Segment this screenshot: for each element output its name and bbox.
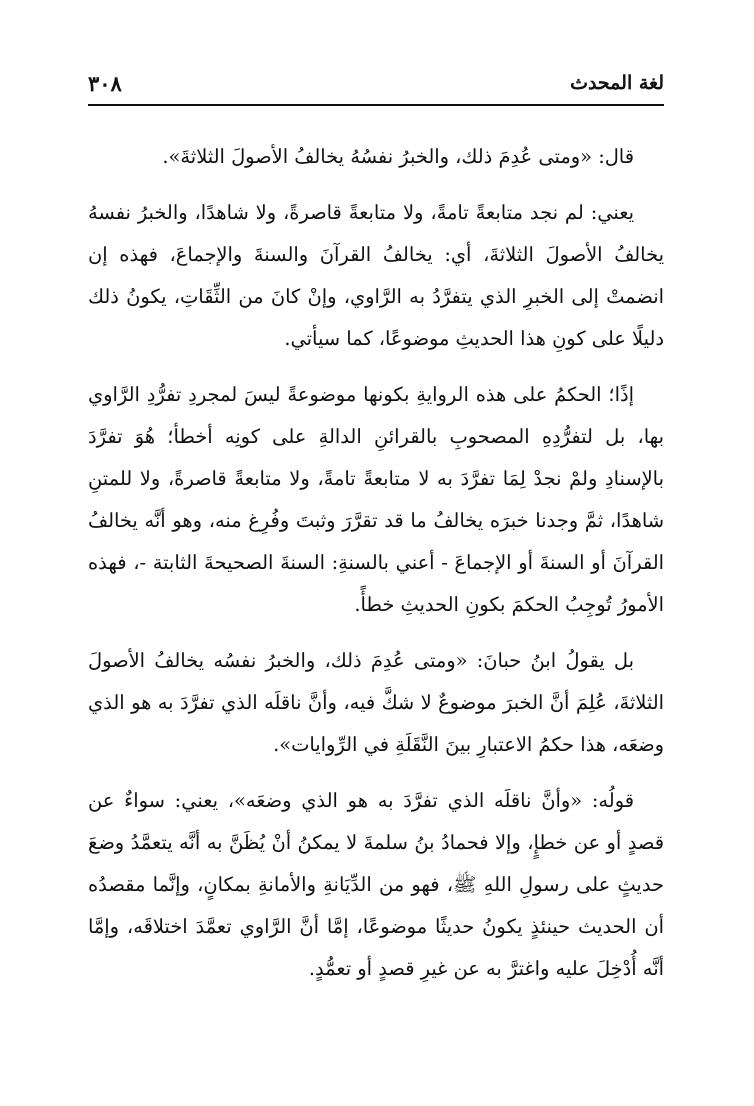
page-body xyxy=(88,136,664,1004)
paragraph-explanation-2: قولُه: «وأنَّ ناقلَه الذي تفرَّدَ به هو الذي وضعَه»، يعني: سواءٌ عن قصدٍ أو عن خطإٍ، وإلا فحمادُ بنُ سلمةَ لا يمكنُ أنْ يُظَنَّ به أنَّه يتعمَّدُ وضعَ حديثٍ على رسولِ اللهِ ﷺ، فهو من الدِّيَانةِ والأمانةِ بمكانٍ، وإنَّما مقصدُه أن الحديث حينئذٍ يكونُ حديثًا موضوعًا، إمَّا أنَّ الرَّاوي تعمَّدَ اختلاقَه، وإمَّا أنَّه أُدْخِلَ عليه واغترَّ به عن غيرِ قصدٍ أو تعمُّدٍ. xyxy=(88,789,664,980)
running-title: لغة المحدث xyxy=(570,72,664,94)
page-header xyxy=(88,66,664,100)
paragraph-explanation-1: يعني: لم نجد متابعةً تامةً، ولا متابعةً قاصرةً، ولا شاهدًا، والخبرُ نفسهُ يخالفُ الأصولَ الثلاثةَ، أي: يخالفُ القرآنَ والسنةَ والإجماعَ، فهذه إن انضمتْ إلى الخبرِ الذي يتفرَّدُ به الرَّاوي، وإنْ كانَ من الثِّقَاتِ، يكونُ ذلك دليلًا على كونِ هذا الحديثِ موضوعًا، كما سيأتي. xyxy=(88,201,664,350)
paragraph-ruling: إذًا؛ الحكمُ على هذه الروايةِ بكونها موضوعةً ليسَ لمجردِ تفرُّدِ الرَّاوي بها، بل لتفرُّدِهِ المصحوبِ بالقرائنِ الدالةِ على كونِه أخطأ؛ هُوَ تفرَّدَ بالإسنادِ ولمْ نجدْ لِمَا تفرَّدَ به لا متابعةً تامةً، ولا متابعةً قاصرةً، ولا للمتنِ شاهدًا، ثمَّ وجدنا خبرَه يخالفُ ما قد تقرَّرَ وثبتَ وفُرِغ منه، وهو أنَّه يخالفُ القرآنَ أو السنةَ أو الإجماعَ - أعني بالسنةِ: السنةَ الصحيحةَ الثابتة -، فهذه الأمورُ تُوجِبُ الحكمَ بكونِ الحديثِ خطأً. xyxy=(88,383,664,616)
paragraph-quote-1: قال: «ومتى عُدِمَ ذلك، والخبرُ نفسُهُ يخالفُ الأصولَ الثلاثةَ». xyxy=(162,145,634,168)
paragraph-quote-ibn-hibban: بل يقولُ ابنُ حبانَ: «ومتى عُدِمَ ذلك، والخبرُ نفسُه يخالفُ الأصولَ الثلاثةَ، عُلِمَ أنَّ الخبرَ موضوعٌ لا شكَّ فيه، وأنَّ ناقلَه الذي تفرَّدَ به هو الذي وضعَه، هذا حكمُ الاعتبارِ بينَ النَّقَلَةِ في الرِّوايات». xyxy=(88,649,664,756)
header-rule xyxy=(88,104,664,106)
page-number: ٣٠٨ xyxy=(88,70,122,96)
